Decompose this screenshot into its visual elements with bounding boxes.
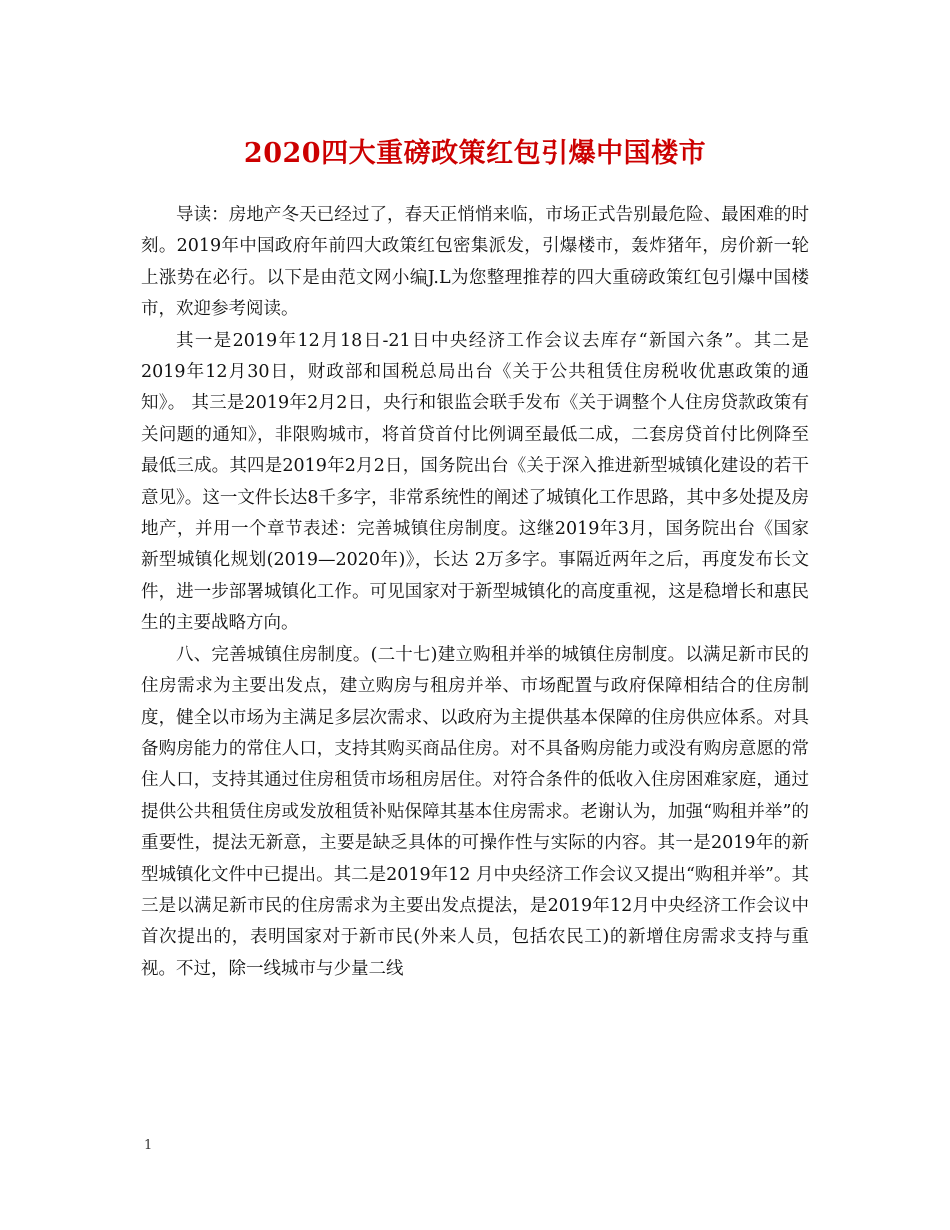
paragraph-policies: 其一是2019年12月18日-21日中央经济工作会议去库存“新国六条”。其二是2019年12月30日，财政部和国税总局出台《关于公共租赁住房税收优惠政策的通知》。 其三是2019年2月2日，央行和银监会联手发布《关于调整个人住房贷款政策有关问题的通知》，非限购城市，将首贷首付比例调至最低二成，二套房贷首付比例降至最低三成。其四是2019年2月2日，国务院出台《关于深入推进新型城镇化建设的若干意见》。这一文件长达8千多字，非常系统性的阐述了城镇化工作思路，其中多处提及房地产，并用一个章节表述：完善城镇住房制度。这继2019年3月，国务院出台《国家新型城镇化规划(2019—2020年)》，长达 2万多字。事隔近两年之后，再度发布长文件，进一步部署城镇化工作。可见国家对于新型城镇化的高度重视，这是稳增长和惠民生的主要战略方向。 bbox=[141, 330, 809, 634]
document-title: 2020四大重磅政策红包引爆中国楼市 bbox=[243, 138, 707, 169]
document-body bbox=[141, 200, 809, 985]
paragraph-housing-system: 八、完善城镇住房制度。(二十七)建立购租并举的城镇住房制度。以满足新市民的住房需求为主要出发点，建立购房与租房并举、市场配置与政府保障相结合的住房制度，健全以市场为主满足多层次需求、以政府为主提供基本保障的住房供应体系。对具备购房能力的常住人口，支持其购买商品住房。对不具备购房能力或没有购房意愿的常住人口，支持其通过住房租赁市场租房居住。对符合条件的低收入住房困难家庭，通过提供公共租赁住房或发放租赁补贴保障其基本住房需求。老谢认为，加强“购租并举”的重要性，提法无新意，主要是缺乏具体的可操作性与实际的内容。其一是2019年的新型城镇化文件中已提出。其二是2019年12 月中央经济工作会议又提出“购租并举”。其三是以满足新市民的住房需求为主要出发点提法，是2019年12月中央经济工作会议中首次提出的，表明国家对于新市民(外来人员，包括农民工)的新增住房需求支持与重视。不过，除一线城市与少量二线 bbox=[141, 644, 809, 979]
page-number: 1 bbox=[144, 1138, 153, 1153]
paragraph-intro: 导读：房地产冬天已经过了，春天正悄悄来临，市场正式告别最危险、最困难的时刻。2019年中国政府年前四大政策红包密集派发，引爆楼市，轰炸猪年，房价新一轮上涨势在必行。以下是由范文网小编J.L为您整理推荐的四大重磅政策红包引爆中国楼市，欢迎参考阅读。 bbox=[141, 205, 809, 320]
